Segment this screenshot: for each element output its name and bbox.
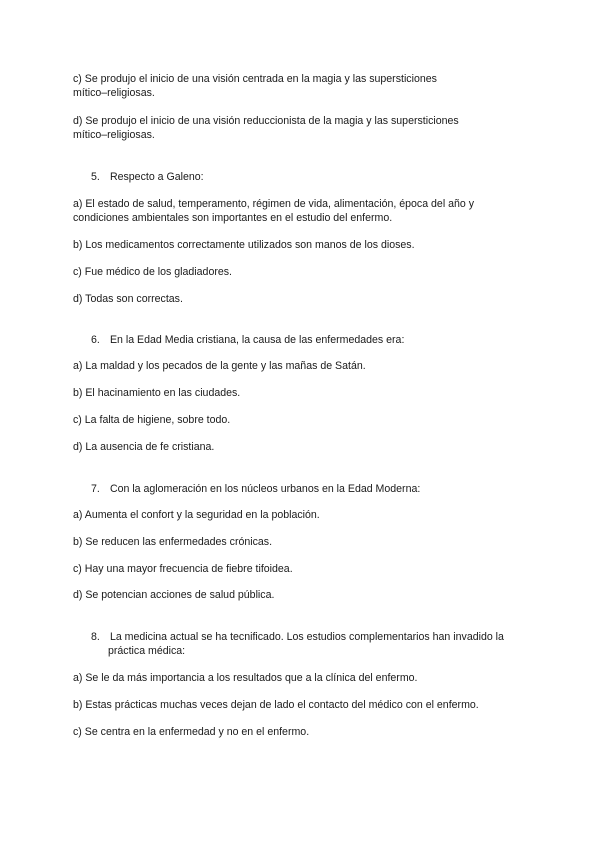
option-d: d) Se potencian acciones de salud pública. (73, 589, 275, 601)
option-c-line1: c) Se produjo el inicio de una visión centrada en la magia y las supersticiones (73, 73, 437, 85)
option-c: c) Se centra en la enfermedad y no en el enfermo. (73, 726, 310, 738)
question-text: En la Edad Media cristiana, la causa de las enfermedades era: (109, 334, 405, 346)
question-text: Respecto a Galeno: (109, 171, 204, 183)
option-c-line2: mítico–religiosas. (73, 87, 155, 99)
option-a: a) Aumenta el confort y la seguridad en la población. (73, 509, 320, 521)
question-7 (91, 482, 420, 496)
option-d: d) Todas son correctas. (73, 293, 183, 305)
option-a: a) Se le da más importancia a los resultados que a la clínica del enfermo. (73, 672, 418, 684)
question-number: 6. (91, 334, 100, 346)
question-number: 7. (91, 483, 100, 495)
option-c: c) Fue médico de los gladiadores. (73, 266, 232, 278)
question-text: Con la aglomeración en los núcleos urbanos en la Edad Moderna: (109, 483, 421, 495)
option-a-line1: a) El estado de salud, temperamento, régimen de vida, alimentación, época del año y (73, 198, 475, 210)
option-b: b) Se reducen las enfermedades crónicas. (73, 536, 273, 548)
option-b: b) Los medicamentos correctamente utilizados son manos de los dioses. (73, 239, 415, 251)
option-d-line1: d) Se produjo el inicio de una visión reduccionista de la magia y las supersticiones (73, 115, 459, 127)
option-d: d) La ausencia de fe cristiana. (73, 441, 215, 453)
question-6 (91, 333, 404, 347)
option-a: a) La maldad y los pecados de la gente y las mañas de Satán. (73, 360, 366, 372)
option-b: b) Estas prácticas muchas veces dejan de lado el contacto del médico con el enfermo. (73, 699, 479, 711)
question-number: 5. (91, 171, 100, 183)
option-c: c) Hay una mayor frecuencia de fiebre tifoidea. (73, 563, 293, 575)
question-8 (91, 630, 504, 644)
question-text: La medicina actual se ha tecnificado. Los estudios complementarios han invadido la (109, 631, 504, 643)
question-number: 8. (91, 631, 100, 643)
question-text-cont: práctica médica: (108, 645, 186, 657)
option-b: b) El hacinamiento en las ciudades. (73, 387, 241, 399)
option-d-line2: mítico–religiosas. (73, 129, 155, 141)
option-c: c) La falta de higiene, sobre todo. (73, 414, 231, 426)
question-5 (91, 170, 204, 184)
option-a-line2: condiciones ambientales son importantes en el estudio del enfermo. (73, 212, 393, 224)
